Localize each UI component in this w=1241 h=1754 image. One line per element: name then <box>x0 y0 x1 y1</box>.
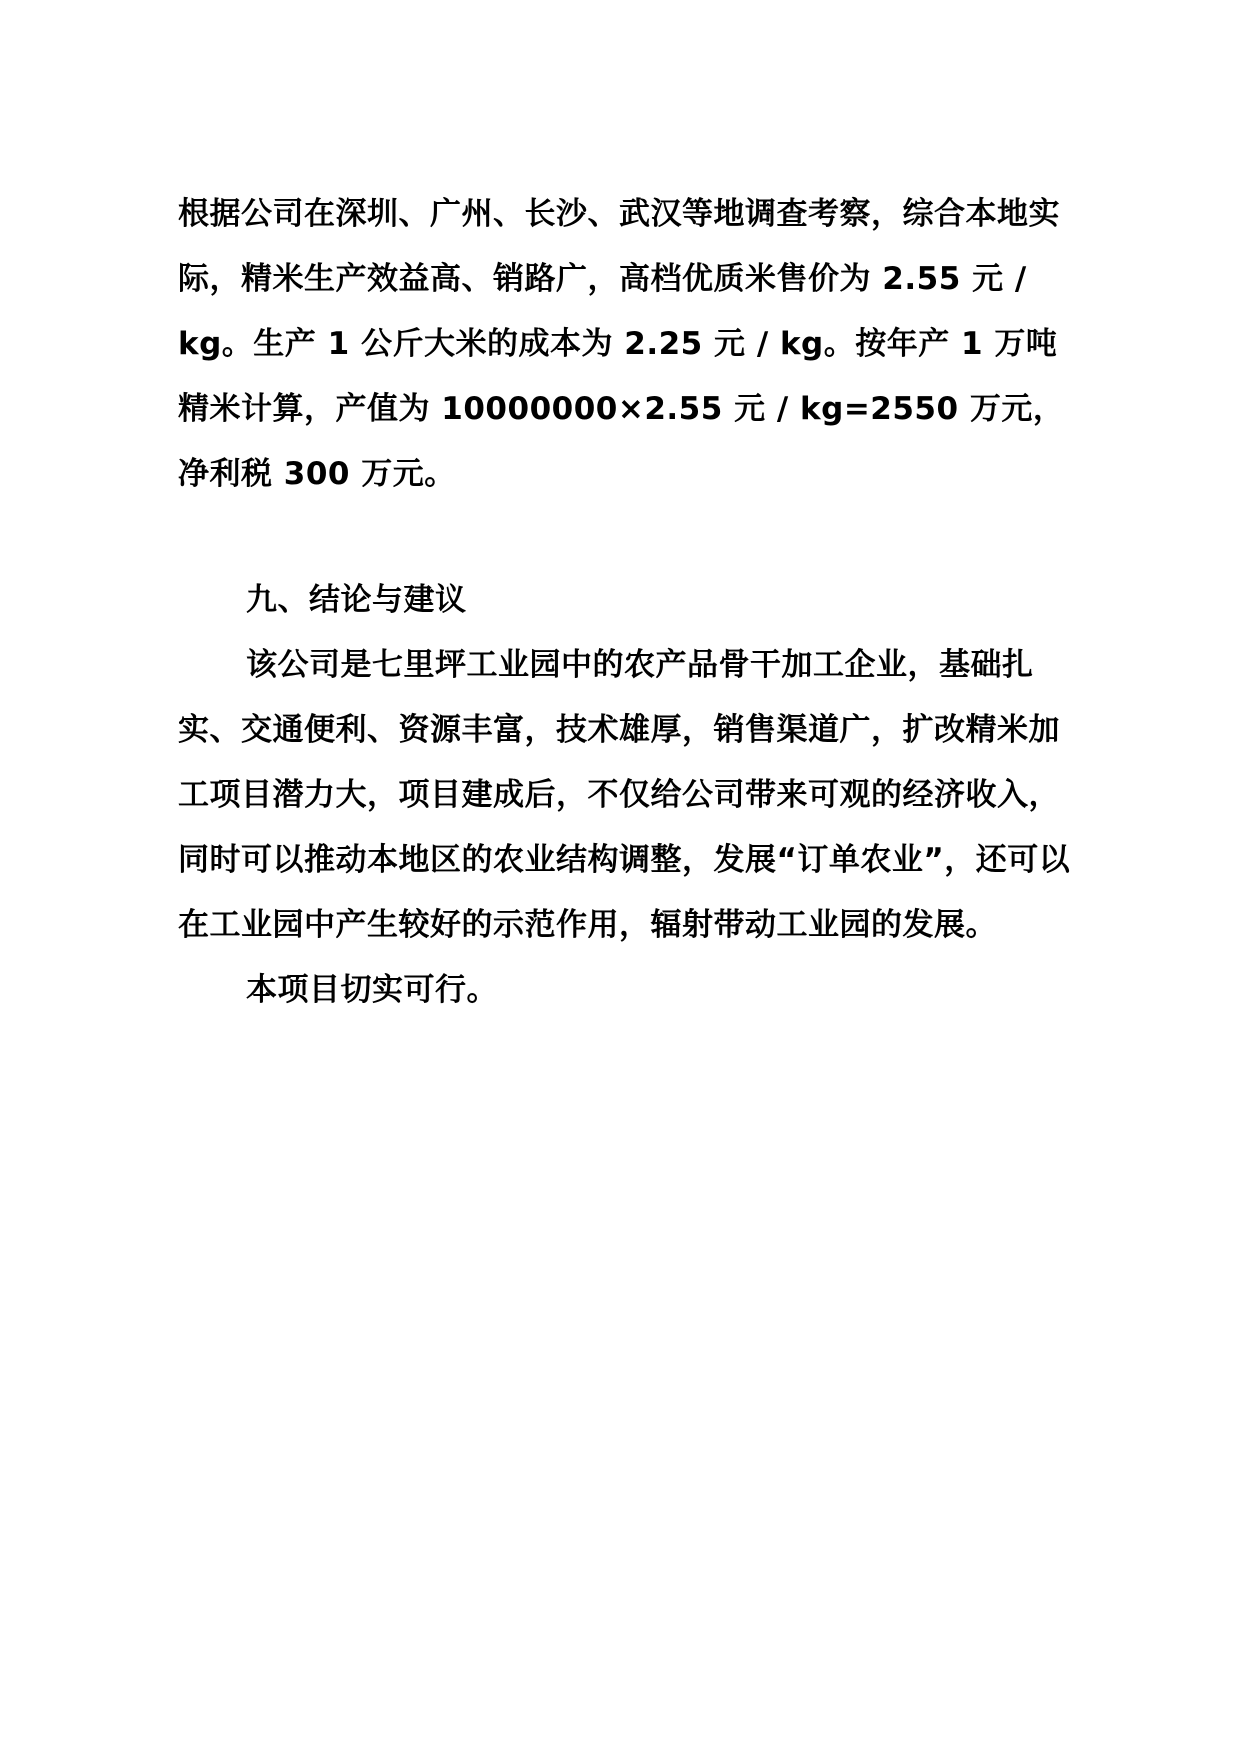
final-statement: 本项目切实可行。 <box>246 972 498 1008</box>
conclusion-paragraph: 该公司是七里坪工业园中的农产品骨干加工企业，基础扎实、交通便利、资源丰富，技术雄厚，销售渠道广，扩改精米加工项目潜力大，项目建成后，不仅给公司带来可观的经济收入，同时可以推动本地区的农业结构调整，发展“订单农业”，还可以在工业园中产生较好的示范作用，辐射带动工业园的发展。 <box>178 647 1071 943</box>
conclusion-section <box>178 568 1078 1023</box>
section-heading: 九、结论与建议 <box>246 582 467 618</box>
revenue-paragraph: 根据公司在深圳、广州、长沙、武汉等地调查考察，综合本地实际，精米生产效益高、销路广，高档优质米售价为 2.55 元 / kg。生产 1 公斤大米的成本为 2.25 元 / kg。按年产 1 万吨精米计算，产值为 10000000×2.55 元 / kg=2550 万元，净利税 300 万元。 <box>178 196 1065 492</box>
revenue-section <box>178 182 1078 507</box>
